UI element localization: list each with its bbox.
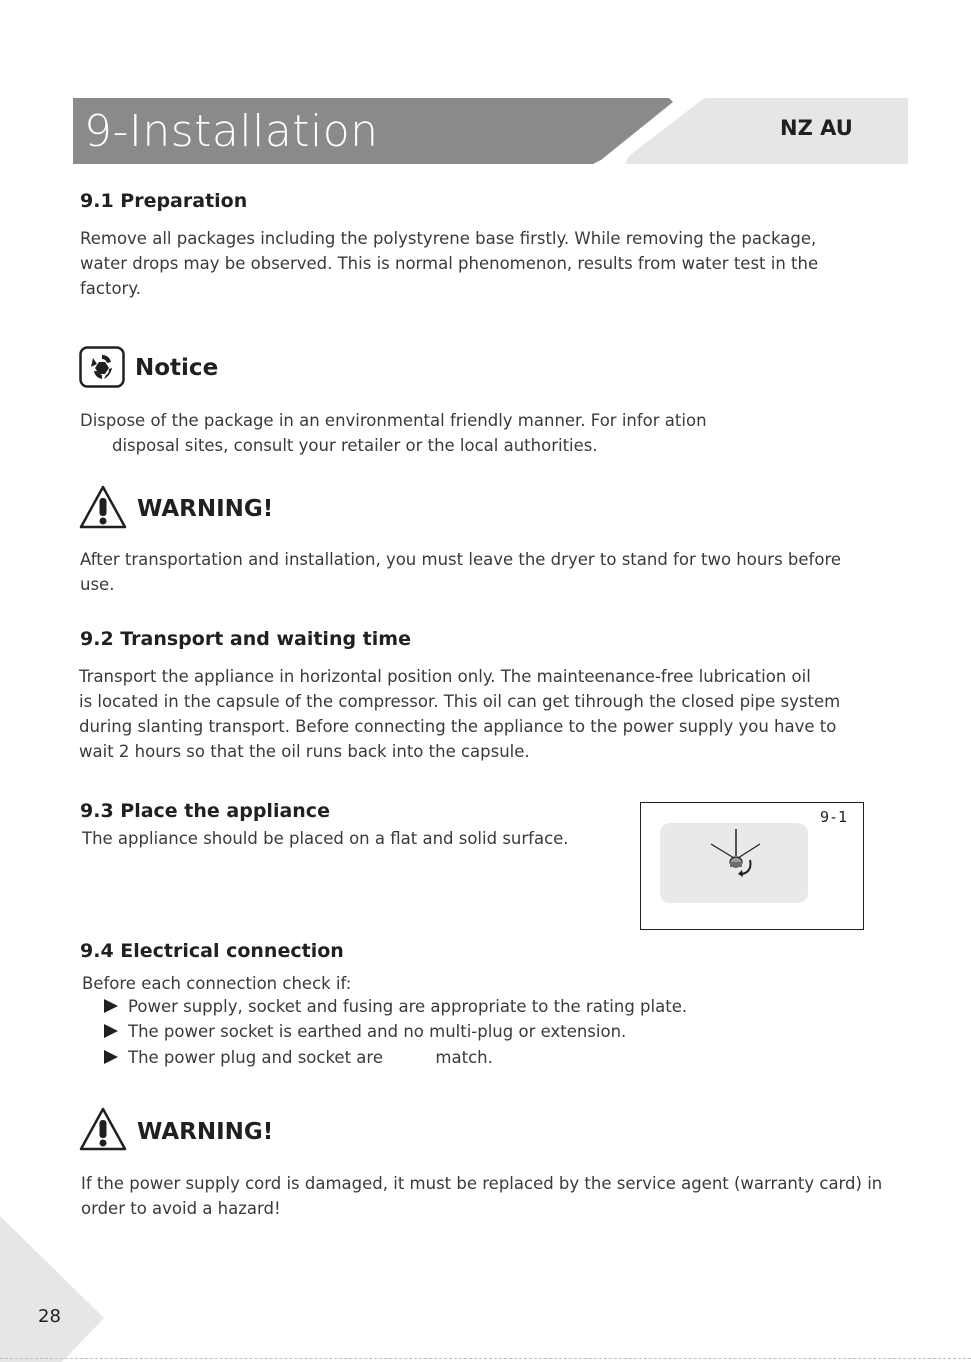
warning-icon <box>78 484 128 530</box>
warning-text <box>80 547 841 597</box>
page-corner-tab <box>0 1216 106 1362</box>
text-line: After transportation and installation, you must leave the dryer to stand for two hours before <box>80 550 842 569</box>
page-number: 28 <box>38 1306 61 1327</box>
bullet-triangle-icon <box>104 1024 118 1038</box>
notice-title: Notice <box>135 355 219 381</box>
text-line: is located in the capsule of the compressor. This oil can get tihrough the closed pipe system <box>79 692 841 711</box>
section-heading-electrical: 9.4 Electrical connection <box>80 940 344 962</box>
section-heading-place: 9.3 Place the appliance <box>80 800 330 822</box>
text-line: disposal sites, consult your retailer or the local authorities. <box>112 436 598 455</box>
warning-icon <box>78 1106 128 1152</box>
section-heading-transport: 9.2 Transport and waiting time <box>80 628 411 650</box>
text-line: use. <box>80 575 115 594</box>
bullet-triangle-icon <box>104 1050 118 1064</box>
place-text <box>82 826 569 851</box>
section-heading-preparation: 9.1 Preparation <box>80 190 248 212</box>
region-label: NZ AU <box>780 116 853 140</box>
figure-label: 9-1 <box>820 808 848 826</box>
list-item <box>104 1048 493 1067</box>
preparation-text <box>80 226 818 301</box>
transport-text <box>79 664 840 764</box>
text-line: Transport the appliance in horizontal position only. The mainteenance-free lubrication oil <box>79 667 811 686</box>
text-line: during slanting transport. Before connecting the appliance to the power supply you have to <box>79 717 837 736</box>
list-item-text: The power plug and socket are match. <box>128 1048 493 1067</box>
text-line: wait 2 hours so that the oil runs back into the capsule. <box>79 742 530 761</box>
list-item-text: The power socket is earthed and no multi-plug or extension. <box>128 1022 627 1041</box>
page-title: 9-Installation <box>84 106 379 157</box>
text-line: factory. <box>80 279 141 298</box>
bullet-triangle-icon <box>104 999 118 1013</box>
list-item <box>104 997 687 1016</box>
warning-title: WARNING! <box>137 1119 274 1145</box>
region-tab <box>625 98 908 164</box>
text-line: Remove all packages including the polystyrene base firstly. While removing the package, <box>80 229 817 248</box>
text-line: If the power supply cord is damaged, it must be replaced by the service agent (warranty card) in <box>81 1174 883 1193</box>
text-line: The appliance should be placed on a flat and solid surface. <box>82 829 569 848</box>
page-bottom-rule <box>0 1358 971 1359</box>
list-item <box>104 1022 626 1041</box>
leveling-foot-icon <box>706 826 766 886</box>
warning-title: WARNING! <box>137 496 274 522</box>
list-item-text: Power supply, socket and fusing are appropriate to the rating plate. <box>128 997 688 1016</box>
notice-text <box>80 408 707 458</box>
electrical-intro <box>82 971 351 996</box>
warning-text <box>81 1171 882 1221</box>
text-line: order to avoid a hazard! <box>81 1199 281 1218</box>
recycle-notice-icon <box>79 346 125 388</box>
text-line: water drops may be observed. This is normal phenomenon, results from water test in the <box>80 254 819 273</box>
text-line: Dispose of the package in an environmental friendly manner. For infor ation <box>80 411 707 430</box>
text-line: Before each connection check if: <box>82 974 352 993</box>
